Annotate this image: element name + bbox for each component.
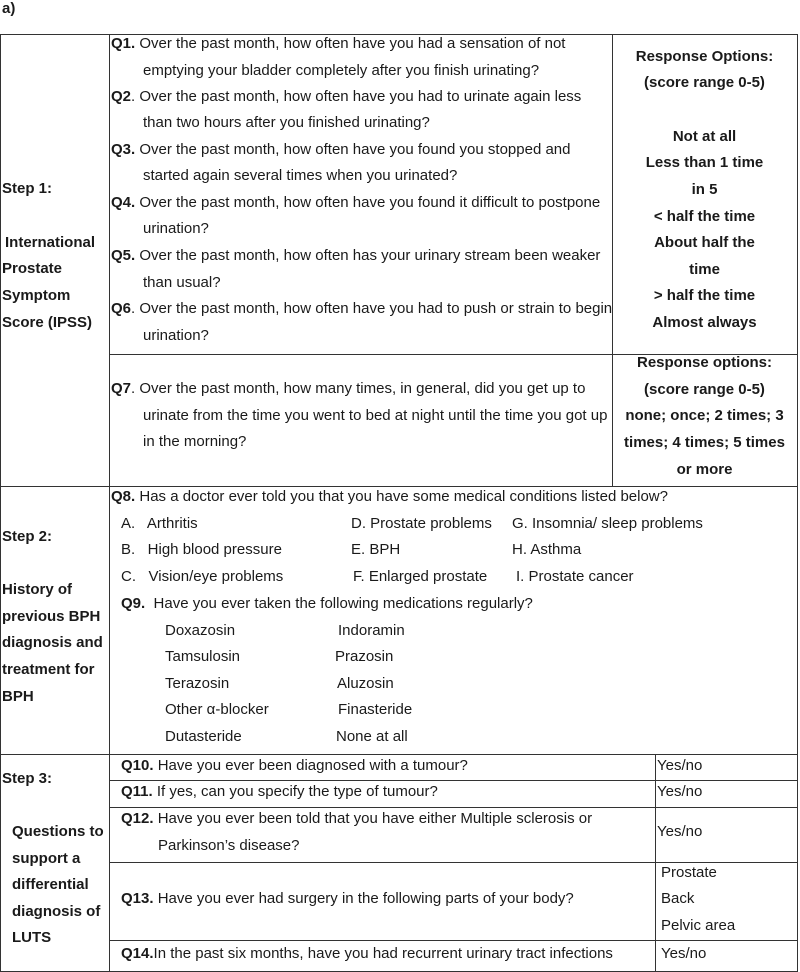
question-q7-cont: in the morning? <box>143 433 247 450</box>
question-q6-cont: urination? <box>143 327 209 344</box>
step1-subtitle-line: International <box>5 234 96 251</box>
medication-item: Indoramin <box>338 622 405 639</box>
question-q7-cont: urinate from the time you went to bed at night until the time you got up <box>143 407 608 424</box>
question-q4: Q4. Over the past month, how often have you found it difficult to postpone <box>111 194 601 211</box>
question-q11: Q11. If yes, can you specify the type of tumour? <box>121 783 438 800</box>
condition-item: H. Asthma <box>512 541 582 558</box>
q7-response: or more <box>676 461 733 478</box>
answer-q13-option: Back <box>661 890 695 907</box>
step2-subtitle-line: History of <box>2 581 73 598</box>
question-q9: Q9. Have you ever taken the following medications regularly? <box>121 595 533 612</box>
condition-item: A. Arthritis <box>121 515 198 532</box>
question-q12-cont: Parkinson’s disease? <box>158 837 300 854</box>
question-q14: Q14.In the past six months, have you had recurrent urinary tract infections <box>121 945 613 962</box>
condition-item: C. Vision/eye problems <box>121 568 284 585</box>
step3-subtitle-line: support a <box>12 850 81 867</box>
question-q7: Q7. Over the past month, how many times, in general, did you get up to <box>111 380 586 397</box>
step2-subtitle-line: treatment for <box>2 661 95 678</box>
question-q10: Q10. Have you ever been diagnosed with a tumour? <box>121 757 468 774</box>
step3-title: Step 3: <box>2 770 53 787</box>
response-option: time <box>689 261 720 278</box>
response-header: (score range 0-5) <box>644 74 765 91</box>
response-option: About half the <box>654 234 755 251</box>
question-q1-cont: emptying your bladder completely after you finish urinating? <box>143 62 540 79</box>
step2-title: Step 2: <box>2 528 53 545</box>
question-q3: Q3. Over the past month, how often have you found you stopped and <box>111 141 571 158</box>
step3-subtitle-line: diagnosis of <box>12 903 101 920</box>
question-q6: Q6. Over the past month, how often have you had to push or strain to begin <box>111 300 613 317</box>
step3-subtitle-line: LUTS <box>12 929 52 946</box>
response-option: < half the time <box>653 208 756 225</box>
response-option: Less than 1 time <box>645 154 764 171</box>
q7-response: (score range 0-5) <box>644 381 765 398</box>
figure-label: a) <box>2 0 16 17</box>
step1-subtitle-line: Prostate <box>2 260 63 277</box>
condition-item: F. Enlarged prostate <box>353 568 488 585</box>
answer-q11: Yes/no <box>657 783 703 800</box>
step2-subtitle-line: diagnosis and <box>2 634 103 651</box>
answer-q10: Yes/no <box>657 757 703 774</box>
medication-item: Dutasteride <box>165 728 242 745</box>
step1-subtitle-line: Score (IPSS) <box>2 314 93 331</box>
step1-title: Step 1: <box>2 180 53 197</box>
step3-subtitle-line: Questions to <box>12 823 104 840</box>
question-q2-cont: than two hours after you finished urinating? <box>143 114 430 131</box>
medication-item: Doxazosin <box>165 622 236 639</box>
step2-subtitle-line: BPH <box>2 688 34 705</box>
q7-response: none; once; 2 times; 3 <box>625 407 784 424</box>
medication-item: Aluzosin <box>337 675 394 692</box>
medication-item: Other α-blocker <box>165 701 269 718</box>
medication-item: Tamsulosin <box>165 648 241 665</box>
question-q12: Q12. Have you ever been told that you have either Multiple sclerosis or <box>121 810 593 827</box>
medication-item: Finasteride <box>338 701 413 718</box>
q7-response: Response options: <box>636 354 772 371</box>
question-q5-cont: than usual? <box>143 274 221 291</box>
condition-item: I. Prostate cancer <box>516 568 634 585</box>
condition-item: D. Prostate problems <box>351 515 492 532</box>
question-q1: Q1. Over the past month, how often have you had a sensation of not <box>111 35 566 52</box>
condition-item: B. High blood pressure <box>121 541 282 558</box>
question-q4-cont: urination? <box>143 220 209 237</box>
step1-subtitle-line: Symptom <box>2 287 71 304</box>
response-option: in 5 <box>691 181 718 198</box>
question-q2: Q2. Over the past month, how often have you had to urinate again less <box>111 88 582 105</box>
question-q13: Q13. Have you ever had surgery in the following parts of your body? <box>121 890 574 907</box>
response-option: Almost always <box>652 314 757 331</box>
medication-item: Terazosin <box>165 675 230 692</box>
answer-q12: Yes/no <box>657 823 703 840</box>
answer-q13-option: Pelvic area <box>661 917 736 934</box>
response-option: > half the time <box>653 287 756 304</box>
question-q3-cont: started again several times when you urinated? <box>143 167 458 184</box>
response-option: Not at all <box>672 128 737 145</box>
q7-response: times; 4 times; 5 times <box>624 434 785 451</box>
answer-q13-option: Prostate <box>661 864 717 881</box>
medication-item: Prazosin <box>335 648 394 665</box>
step2-subtitle-line: previous BPH <box>2 608 101 625</box>
condition-item: G. Insomnia/ sleep problems <box>512 515 703 532</box>
answer-q14: Yes/no <box>661 945 707 962</box>
step3-subtitle-line: differential <box>12 876 89 893</box>
question-q5: Q5. Over the past month, how often has your urinary stream been weaker <box>111 247 601 264</box>
question-q8: Q8. Has a doctor ever told you that you have some medical conditions listed below? <box>111 488 668 505</box>
condition-item: E. BPH <box>351 541 401 558</box>
response-header: Response Options: <box>635 48 774 65</box>
medication-item: None at all <box>336 728 408 745</box>
